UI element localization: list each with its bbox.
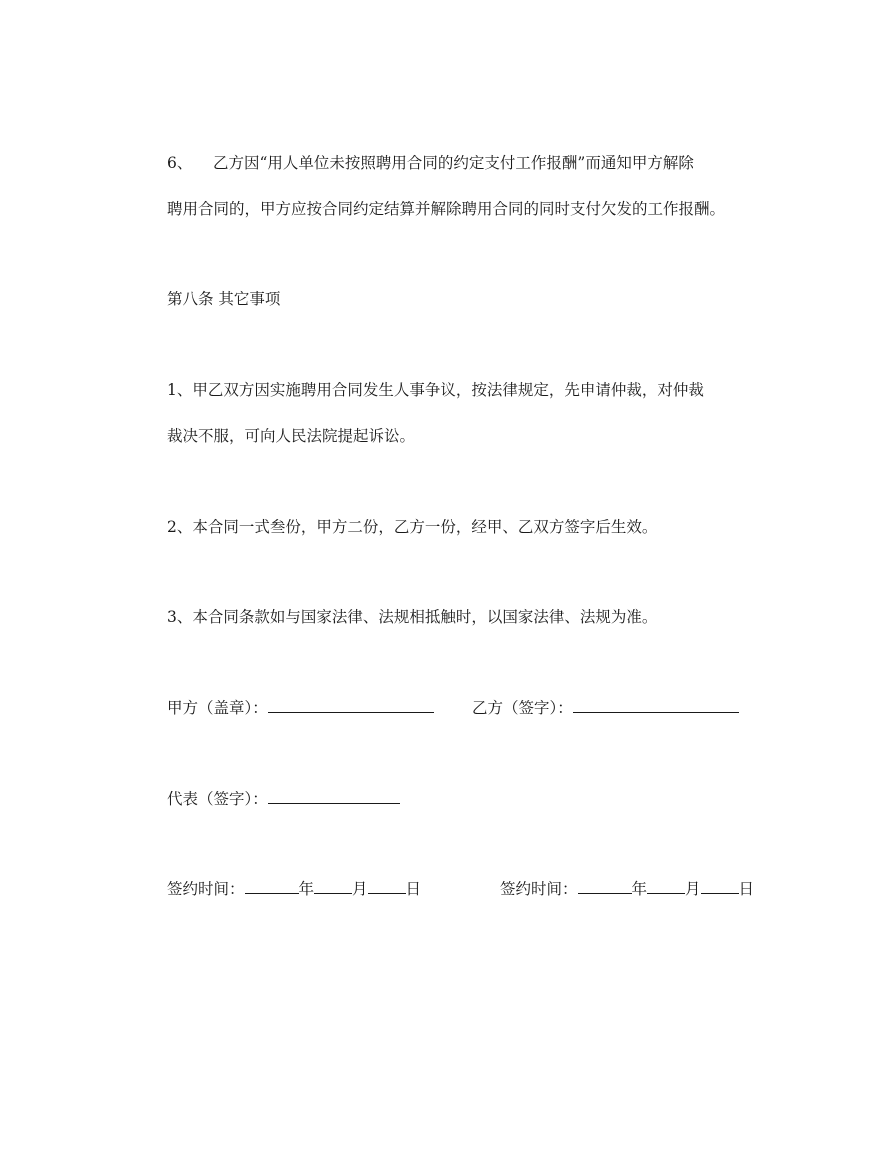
- party-signature-row: [167, 698, 767, 720]
- party-a-label: 甲方（盖章）：: [167, 699, 268, 717]
- clause-6-line-1: [167, 153, 694, 173]
- article-8-item-1-line-2: 裁决不服，可向人民法院提起诉讼。: [167, 427, 416, 445]
- party-a-signature-blank[interactable]: [268, 698, 434, 713]
- party-a-signing-date: [167, 879, 421, 899]
- representative-label: 代表（签字）：: [167, 790, 268, 808]
- day-blank-a[interactable]: [368, 879, 406, 894]
- party-b-signature: [472, 698, 739, 718]
- clause-6-line-2: 聘用合同的，甲方应按合同约定结算并解除聘用合同的同时支付欠发的工作报酬。: [167, 200, 726, 218]
- clause-6-number: 6、: [167, 154, 193, 172]
- party-b-signature-blank[interactable]: [573, 698, 739, 713]
- year-blank-a[interactable]: [245, 879, 299, 894]
- day-blank-b[interactable]: [701, 879, 739, 894]
- signing-date-row: [167, 879, 767, 901]
- representative-signature: [167, 789, 400, 809]
- representative-signature-blank[interactable]: [268, 789, 400, 804]
- day-label-b: 日: [738, 880, 755, 898]
- month-label-b: 月: [685, 880, 701, 898]
- article-8-heading: 第八条 其它事项: [167, 290, 281, 308]
- date-label-b: 签约时间：: [500, 880, 578, 898]
- month-blank-b[interactable]: [647, 879, 685, 894]
- party-b-signing-date: [500, 879, 754, 899]
- date-label-a: 签约时间：: [167, 880, 245, 898]
- article-8-item-3: 3、本合同条款如与国家法律、法规相抵触时，以国家法律、法规为准。: [167, 608, 658, 626]
- clause-6-text-1: 乙方因“用人单位未按照聘用合同的约定支付工作报酬”而通知甲方解除: [213, 154, 694, 172]
- day-label-a: 日: [405, 880, 422, 898]
- article-8-item-2: 2、本合同一式叁份，甲方二份，乙方一份，经甲、乙双方签字后生效。: [167, 518, 658, 536]
- party-a-signature: [167, 698, 434, 718]
- month-label-a: 月: [352, 880, 368, 898]
- year-label-a: 年: [298, 880, 315, 898]
- party-b-label: 乙方（签字）：: [472, 699, 573, 717]
- year-blank-b[interactable]: [578, 879, 632, 894]
- month-blank-a[interactable]: [314, 879, 352, 894]
- year-label-b: 年: [631, 880, 648, 898]
- article-8-item-1-line-1: 1、甲乙双方因实施聘用合同发生人事争议，按法律规定，先申请仲裁，对仲裁: [167, 381, 704, 399]
